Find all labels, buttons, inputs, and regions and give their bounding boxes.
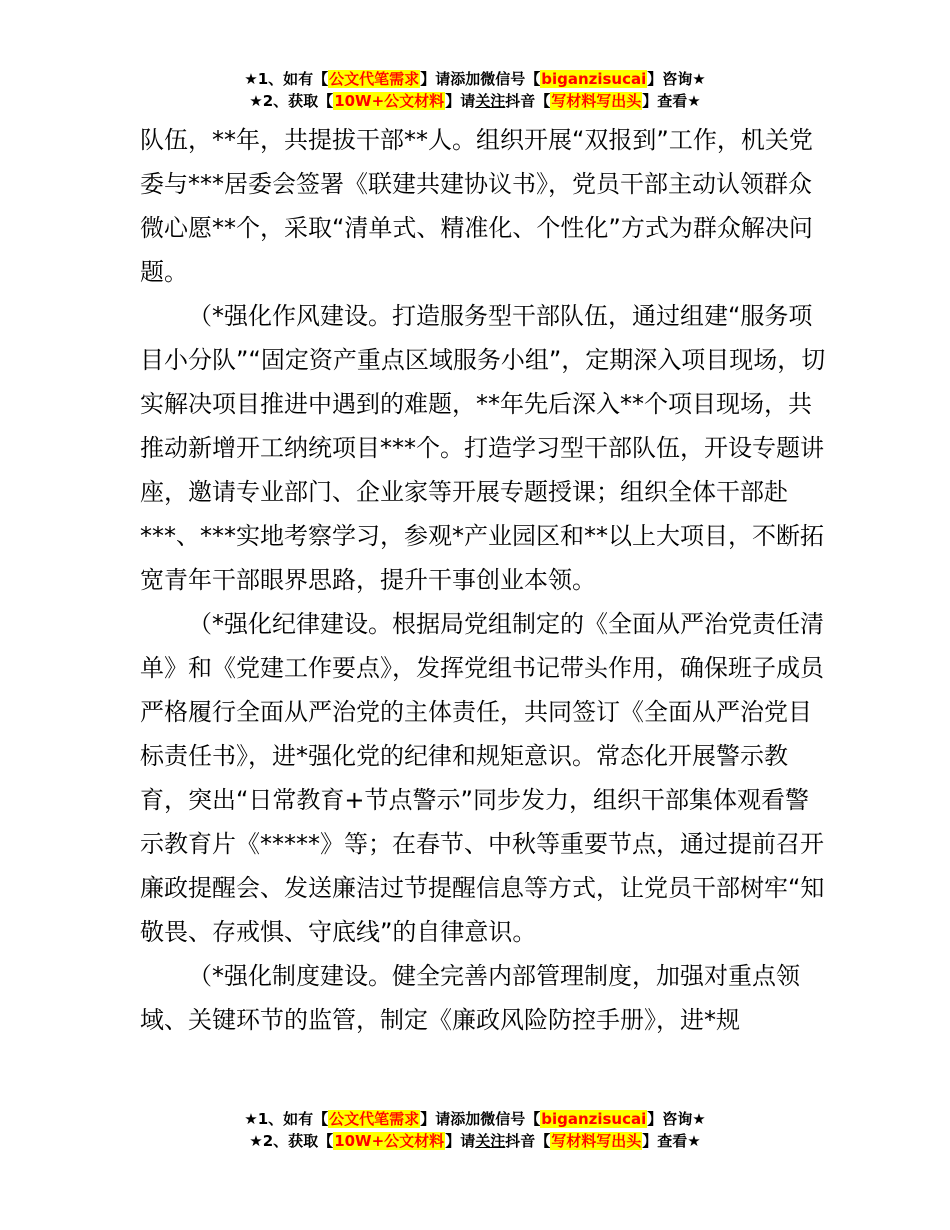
footer-l2-highlight-douyin: 写材料写出头 [551, 1132, 642, 1150]
footer-l2-mid1: 】请 [445, 1132, 476, 1150]
header-banner [0, 68, 950, 112]
footer-l2-suffix: 】查看★ [642, 1132, 701, 1150]
header-l2-underlined: 关注 [475, 92, 506, 110]
footer-banner [0, 1108, 950, 1152]
header-l1-highlight-service: 公文代笔需求 [329, 70, 420, 88]
footer-l2-highlight-materials: 10W+公文材料 [334, 1132, 445, 1150]
paragraph-system-building: （*强化制度建设。健全完善内部管理制度，加强对重点领域、关键环节的监管，制定《廉政风险防控手册》，进*规 [140, 962, 800, 1034]
header-l2-mid2: 抖音【 [505, 92, 551, 110]
footer-l2-underlined: 关注 [475, 1132, 506, 1150]
header-l1-prefix: ★1、如有【 [244, 70, 329, 88]
footer-banner-line-2 [0, 1130, 950, 1152]
header-l2-prefix: ★2、获取【 [249, 92, 334, 110]
paragraph-1: 队伍，**年，共提拔干部**人。组织开展“双报到”工作，机关党委与***居委会签署《联建共建协议书》，党员干部主动认领群众微心愿**个，采取“清单式、精准化、个性化”方式为群众解决问题。 [140, 126, 813, 286]
header-banner-line-2 [0, 90, 950, 112]
footer-banner-line-1 [0, 1108, 950, 1130]
header-l2-highlight-douyin: 写材料写出头 [551, 92, 642, 110]
document-body [140, 118, 830, 1042]
header-l2-mid1: 】请 [445, 92, 476, 110]
header-l1-suffix: 】咨询★ [647, 70, 706, 88]
header-l1-highlight-wechat: biganzisucai [541, 70, 647, 88]
paragraph-discipline-building: （*强化纪律建设。根据局党组制定的《全面从严治党责任清单》和《党建工作要点》，发挥党组书记带头作用，确保班子成员严格履行全面从严治党的主体责任，共同签订《全面从严治党目标责任书》，进*强化党的纪律和规矩意识。常态化开展警示教育，突出“日常教育+节点警示”同步发力，组织干部集体观看警示教育片《*****》等；在春节、中秋等重要节点，通过提前召开廉政提醒会、发送廉洁过节提醒信息等方式，让党员干部树牢“知敬畏、存戒惧、守底线”的自律意识。 [140, 610, 825, 946]
footer-l1-highlight-service: 公文代笔需求 [329, 1110, 420, 1128]
footer-l1-highlight-wechat: biganzisucai [541, 1110, 647, 1128]
header-l2-highlight-materials: 10W+公文材料 [334, 92, 445, 110]
footer-l1-mid: 】请添加微信号【 [420, 1110, 541, 1128]
paragraph-style-building: （*强化作风建设。打造服务型干部队伍，通过组建“服务项目小分队”“固定资产重点区域服务小组”，定期深入项目现场，切实解决项目推进中遇到的难题，**年先后深入**个项目现场，共推动新增开工纳统项目***个。打造学习型干部队伍，开设专题讲座，邀请专业部门、企业家等开展专题授课；组织全体干部赴***、***实地考察学习，参观*产业园区和**以上大项目，不断拓宽青年干部眼界思路，提升干事创业本领。 [140, 302, 826, 594]
footer-l2-mid2: 抖音【 [505, 1132, 551, 1150]
header-l2-suffix: 】查看★ [642, 92, 701, 110]
footer-l2-prefix: ★2、获取【 [249, 1132, 334, 1150]
footer-l1-prefix: ★1、如有【 [244, 1110, 329, 1128]
header-l1-mid: 】请添加微信号【 [420, 70, 541, 88]
header-banner-line-1 [0, 68, 950, 90]
footer-l1-suffix: 】咨询★ [647, 1110, 706, 1128]
